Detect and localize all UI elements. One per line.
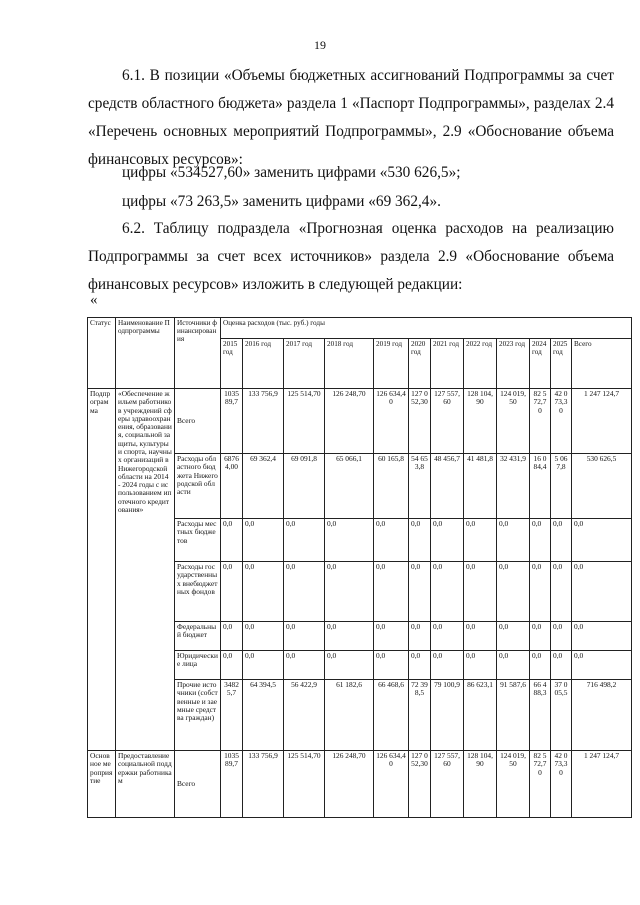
value-cell: 72 398,5	[409, 680, 431, 751]
paragraph-6-2: 6.2. Таблицу подраздела «Прогнозная оценка расходов на реализацию Подпрограммы за счет всех источников» раздела 2.9 «Обоснование объема финансовых ресурсов» изложить в следующей редакции:	[88, 220, 614, 293]
value-cell: 0,0	[374, 562, 409, 622]
value-cell: 133 756,9	[243, 751, 284, 818]
source-cell: Расходы государственных внебюджетных фондов	[175, 562, 221, 622]
value-cell: 0,0	[409, 622, 431, 651]
value-cell: 0,0	[530, 651, 551, 680]
value-cell: 0,0	[374, 622, 409, 651]
value-cell: 0,0	[464, 562, 497, 622]
value-cell: 82 572,70	[530, 751, 551, 818]
value-cell: 66 488,3	[530, 680, 551, 751]
value-cell: 0,0	[497, 562, 530, 622]
status-cell: Подпрограмма	[88, 389, 116, 751]
value-cell: 0,0	[431, 562, 464, 622]
source-cell: Прочие источники (собственные и заемные средства граждан)	[175, 680, 221, 751]
value-cell: 128 104,90	[464, 751, 497, 818]
value-cell: 126 248,70	[325, 751, 374, 818]
measure-name-cell: Предоставление социальной поддержки работникам	[116, 751, 175, 818]
value-cell: 0,0	[551, 622, 572, 651]
value-cell: 61 182,6	[325, 680, 374, 751]
value-cell: 0,0	[243, 651, 284, 680]
value-cell: 126 634,40	[374, 751, 409, 818]
header-total: Всего	[572, 339, 632, 389]
value-cell: 0,0	[497, 651, 530, 680]
value-cell: 0,0	[497, 622, 530, 651]
value-cell: 0,0	[284, 562, 325, 622]
value-cell: 86 623,1	[464, 680, 497, 751]
source-cell: Всего	[175, 389, 221, 454]
header-year: 2018 год	[325, 339, 374, 389]
value-cell: 48 456,7	[431, 454, 464, 519]
header-year: 2020 год	[409, 339, 431, 389]
expense-table	[87, 317, 632, 818]
value-cell: 0,0	[243, 562, 284, 622]
value-cell: 133 756,9	[243, 389, 284, 454]
source-cell: Расходы областного бюджета Нижегородской области	[175, 454, 221, 519]
value-cell: 5 067,8	[551, 454, 572, 519]
header-name: Наименование Подпрограммы	[116, 318, 175, 389]
value-cell: 0,0	[284, 651, 325, 680]
table-row	[88, 751, 632, 818]
value-cell: 64 394,5	[243, 680, 284, 751]
value-cell: 0,0	[374, 651, 409, 680]
opening-quote: «	[90, 292, 98, 308]
header-year: 2015 год	[221, 339, 243, 389]
header-year: 2016 год	[243, 339, 284, 389]
value-cell: 124 019,50	[497, 389, 530, 454]
value-cell: 0,0	[221, 622, 243, 651]
value-cell: 127 052,30	[409, 751, 431, 818]
value-cell: 0,0	[431, 622, 464, 651]
source-cell: Всего	[175, 751, 221, 818]
value-cell: 32 431,9	[497, 454, 530, 519]
paragraph-6-1: 6.1. В позиции «Объемы бюджетных ассигнований Подпрограммы за счет средств областного бюджета» раздела 1 «Паспорт Подпрограммы», разделах 2.4 «Перечень основных мероприятий Подпрограммы», 2.9 «Обоснование объема финансовых ресурсов»:	[88, 67, 614, 168]
replacement-line-1: цифры «534527,60» заменить цифрами «530 626,5»;	[122, 164, 461, 181]
value-cell: 124 019,50	[497, 751, 530, 818]
value-cell: 0,0	[530, 519, 551, 562]
value-cell: 0,0	[409, 519, 431, 562]
total-cell: 1 247 124,7	[572, 751, 632, 818]
total-cell: 0,0	[572, 651, 632, 680]
value-cell: 0,0	[221, 651, 243, 680]
header-year: 2024 год	[530, 339, 551, 389]
value-cell: 128 104,90	[464, 389, 497, 454]
value-cell: 0,0	[284, 622, 325, 651]
header-year: 2025 год	[551, 339, 572, 389]
value-cell: 0,0	[551, 519, 572, 562]
value-cell: 0,0	[325, 562, 374, 622]
total-cell: 0,0	[572, 562, 632, 622]
value-cell: 0,0	[221, 562, 243, 622]
value-cell: 0,0	[530, 622, 551, 651]
value-cell: 65 066,1	[325, 454, 374, 519]
value-cell: 42 073,30	[551, 751, 572, 818]
value-cell: 0,0	[374, 519, 409, 562]
value-cell: 60 165,8	[374, 454, 409, 519]
value-cell: 0,0	[551, 651, 572, 680]
value-cell: 0,0	[551, 562, 572, 622]
value-cell: 0,0	[431, 651, 464, 680]
value-cell: 66 468,6	[374, 680, 409, 751]
header-estimate: Оценка расходов (тыс. руб.) годы	[221, 318, 632, 339]
total-cell: 1 247 124,7	[572, 389, 632, 454]
value-cell: 126 248,70	[325, 389, 374, 454]
value-cell: 34825,7	[221, 680, 243, 751]
value-cell: 16 084,4	[530, 454, 551, 519]
value-cell: 69 362,4	[243, 454, 284, 519]
value-cell: 0,0	[464, 519, 497, 562]
value-cell: 125 514,70	[284, 389, 325, 454]
value-cell: 0,0	[284, 519, 325, 562]
value-cell: 37 005,5	[551, 680, 572, 751]
value-cell: 0,0	[409, 562, 431, 622]
total-cell: 0,0	[572, 519, 632, 562]
replacement-line-2: цифры «73 263,5» заменить цифрами «69 362,4».	[122, 193, 441, 210]
source-cell: Федеральный бюджет	[175, 622, 221, 651]
value-cell: 82 572,70	[530, 389, 551, 454]
value-cell: 41 481,8	[464, 454, 497, 519]
value-cell: 0,0	[530, 562, 551, 622]
total-cell: 716 498,2	[572, 680, 632, 751]
total-cell: 0,0	[572, 622, 632, 651]
header-year: 2017 год	[284, 339, 325, 389]
value-cell: 56 422,9	[284, 680, 325, 751]
subprogram-name-cell: «Обеспечение жильем работников учреждений сферы здравоохранения, образования, социальной защиты, культуры и спорта, научных организаций в Нижегородской области на 2014 - 2024 годы с использованием ипотечного кредитования»	[116, 389, 175, 751]
header-year: 2019 год	[374, 339, 409, 389]
value-cell: 126 634,40	[374, 389, 409, 454]
value-cell: 127 557,60	[431, 751, 464, 818]
source-cell: Расходы местных бюджетов	[175, 519, 221, 562]
value-cell: 0,0	[431, 519, 464, 562]
header-year: 2022 год	[464, 339, 497, 389]
value-cell: 0,0	[409, 651, 431, 680]
table-row	[88, 389, 632, 454]
value-cell: 0,0	[243, 519, 284, 562]
page-number: 19	[314, 38, 326, 52]
value-cell: 103589,7	[221, 751, 243, 818]
value-cell: 0,0	[325, 622, 374, 651]
value-cell: 54 653,8	[409, 454, 431, 519]
header-year: 2021 год	[431, 339, 464, 389]
value-cell: 0,0	[464, 622, 497, 651]
value-cell: 0,0	[497, 519, 530, 562]
value-cell: 0,0	[325, 519, 374, 562]
status-cell: Основное мероприятие	[88, 751, 116, 818]
value-cell: 91 587,6	[497, 680, 530, 751]
value-cell: 79 100,9	[431, 680, 464, 751]
value-cell: 0,0	[325, 651, 374, 680]
value-cell: 125 514,70	[284, 751, 325, 818]
value-cell: 69 091,8	[284, 454, 325, 519]
value-cell: 0,0	[221, 519, 243, 562]
value-cell: 0,0	[464, 651, 497, 680]
header-source: Источники финансирования	[175, 318, 221, 389]
header-status: Статус	[88, 318, 116, 389]
total-cell: 530 626,5	[572, 454, 632, 519]
value-cell: 127 052,30	[409, 389, 431, 454]
value-cell: 0,0	[243, 622, 284, 651]
header-year: 2023 год	[497, 339, 530, 389]
value-cell: 103589,7	[221, 389, 243, 454]
value-cell: 42 073,30	[551, 389, 572, 454]
value-cell: 127 557,60	[431, 389, 464, 454]
value-cell: 68764,00	[221, 454, 243, 519]
source-cell: Юридические лица	[175, 651, 221, 680]
table-header-row-1	[88, 318, 632, 339]
